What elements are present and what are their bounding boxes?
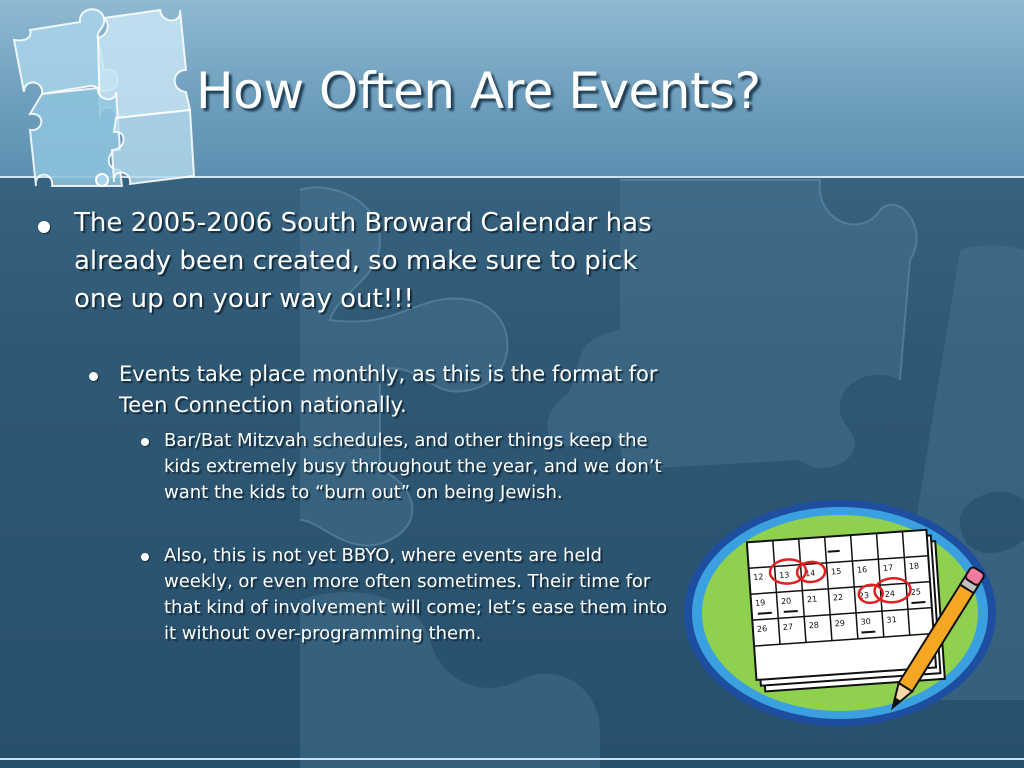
calendar-day: 18 — [908, 561, 920, 572]
bullet-dot — [89, 372, 98, 381]
calendar-day: 17 — [882, 563, 894, 573]
calendar-day: 25 — [910, 587, 922, 598]
calendar-day: 27 — [782, 622, 794, 633]
calendar-day: 28 — [808, 620, 820, 631]
bullet-level3-second: Also, this is not yet BBYO, where events are held weekly, or even more often sometimes. Their time for that kind of involvement will come; let’s ease them into it without over-programming them. — [164, 545, 668, 644]
bullet-level1: The 2005-2006 South Broward Calendar has already been created, so make sure to pick one up on your way out!!! — [74, 208, 652, 314]
calendar-day: 29 — [834, 618, 846, 629]
slide-title: How Often Are Events? — [196, 62, 761, 120]
bullet-dot — [38, 221, 50, 233]
bullet-level3-first: Bar/Bat Mitzvah schedules, and other things keep the kids extremely busy throughout the year, and we don’t want the kids to “burn out” on being Jewish. — [164, 430, 662, 503]
calendar-day: 31 — [886, 615, 898, 625]
calendar-day: 13 — [778, 570, 790, 581]
bullet-dot — [141, 438, 149, 446]
calendar-day: 23 — [858, 590, 870, 601]
calendar-day: 26 — [756, 624, 768, 634]
calendar-day: 15 — [830, 566, 842, 577]
calendar-day: 22 — [832, 592, 844, 603]
bullet-dot — [141, 553, 149, 561]
calendar-day: 12 — [752, 572, 764, 582]
calendar-day: 30 — [860, 616, 872, 627]
calendar-day: 19 — [754, 598, 766, 608]
calendar-day: 16 — [856, 565, 868, 575]
calendar-day: 24 — [884, 589, 896, 599]
calendar-with-pencil-icon — [680, 496, 1000, 730]
calendar-day: 20 — [780, 596, 792, 607]
calendar-day: 14 — [804, 568, 816, 579]
calendar-day: 21 — [806, 594, 818, 605]
bullet-level2: Events take place monthly, as this is the format for Teen Connection nationally. — [119, 362, 658, 417]
